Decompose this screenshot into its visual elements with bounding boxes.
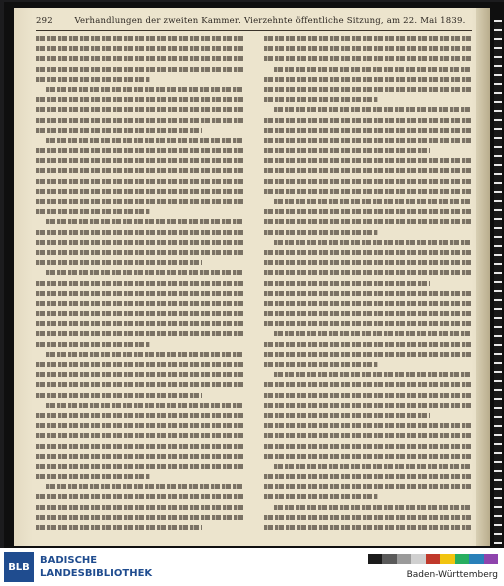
- text-line: [36, 250, 244, 255]
- text-column-left: [36, 36, 244, 536]
- text-line: [36, 209, 150, 214]
- text-line: [36, 56, 244, 61]
- text-line: [36, 393, 202, 398]
- text-column-right: [264, 36, 472, 536]
- text-line: [274, 107, 472, 112]
- text-line: [264, 77, 472, 82]
- text-line: [36, 168, 244, 173]
- text-line: [264, 46, 472, 51]
- text-line: [274, 372, 472, 377]
- text-line: [36, 230, 244, 235]
- text-line: [264, 87, 472, 92]
- library-name-line1: BADISCHE: [40, 555, 98, 566]
- text-line: [264, 484, 472, 489]
- text-line: [264, 138, 472, 143]
- scanned-page-frame: [4, 2, 504, 548]
- text-line: [264, 474, 472, 479]
- text-line: [274, 199, 472, 204]
- text-line: [36, 67, 244, 72]
- text-line: [36, 158, 244, 163]
- text-line: [264, 270, 472, 275]
- text-line: [264, 168, 472, 173]
- text-line: [264, 515, 472, 520]
- running-title: Verhandlungen der zweiten Kammer. Vierzehnte öffentliche Sitzung, am 22. Mai 1839.: [74, 16, 466, 26]
- text-line: [36, 515, 244, 520]
- text-line: [36, 372, 244, 377]
- text-line: [274, 331, 472, 336]
- text-line: [46, 270, 244, 275]
- library-logo-icon: BLB: [4, 552, 34, 582]
- text-line: [36, 179, 244, 184]
- text-line: [36, 107, 244, 112]
- text-line: [264, 413, 430, 418]
- text-line: [264, 118, 472, 123]
- book-spine-shadow: [476, 8, 490, 546]
- text-line: [36, 148, 244, 153]
- text-line: [36, 525, 202, 530]
- text-line: [264, 423, 472, 428]
- text-line: [46, 219, 244, 224]
- text-line: [36, 413, 244, 418]
- text-line: [36, 189, 244, 194]
- text-line: [36, 464, 244, 469]
- text-line: [264, 321, 472, 326]
- text-line: [36, 36, 244, 41]
- text-line: [36, 291, 244, 296]
- library-name: [40, 554, 152, 580]
- text-line: [264, 301, 472, 306]
- text-line: [46, 138, 244, 143]
- text-line: [264, 209, 472, 214]
- text-line: [36, 444, 244, 449]
- text-line: [36, 46, 244, 51]
- text-line: [264, 403, 472, 408]
- text-line: [36, 199, 244, 204]
- text-line: [36, 97, 244, 102]
- text-line: [264, 454, 472, 459]
- library-name-line2: LANDESBIBLIOTHEK: [40, 568, 153, 579]
- text-line: [274, 240, 472, 245]
- text-line: [36, 494, 244, 499]
- text-line: [36, 281, 244, 286]
- text-line: [264, 56, 472, 61]
- text-line: [46, 87, 244, 92]
- text-line: [36, 454, 244, 459]
- color-calibration-bar: [368, 554, 498, 564]
- text-line: [264, 158, 472, 163]
- text-line: [36, 433, 244, 438]
- text-line: [36, 321, 244, 326]
- page-number: 292: [36, 16, 53, 26]
- text-line: [264, 148, 430, 153]
- text-line: [36, 331, 244, 336]
- text-line: [264, 393, 472, 398]
- text-line: [264, 382, 472, 387]
- text-line: [264, 230, 378, 235]
- running-header: [36, 16, 472, 30]
- text-line: [46, 484, 244, 489]
- library-footer: [0, 548, 504, 586]
- text-line: [264, 352, 472, 357]
- text-line: [36, 128, 202, 133]
- text-line: [274, 505, 472, 510]
- text-line: [274, 67, 472, 72]
- text-line: [36, 342, 150, 347]
- text-line: [264, 291, 472, 296]
- text-line: [264, 260, 472, 265]
- text-line: [36, 382, 244, 387]
- text-line: [264, 311, 472, 316]
- text-line: [46, 403, 244, 408]
- text-line: [46, 352, 244, 357]
- text-line: [264, 281, 430, 286]
- scan-calibration-ruler: [494, 20, 502, 544]
- text-line: [36, 240, 244, 245]
- text-line: [264, 36, 472, 41]
- text-line: [36, 77, 150, 82]
- text-line: [36, 362, 244, 367]
- text-line: [264, 444, 472, 449]
- text-line: [264, 250, 472, 255]
- text-line: [264, 362, 378, 367]
- text-line: [264, 189, 472, 194]
- text-line: [36, 423, 244, 428]
- book-page: [14, 8, 490, 546]
- text-line: [264, 219, 472, 224]
- text-line: [36, 260, 202, 265]
- text-line: [36, 474, 150, 479]
- text-line: [264, 97, 378, 102]
- text-line: [36, 118, 244, 123]
- text-line: [264, 342, 472, 347]
- text-line: [36, 505, 244, 510]
- text-line: [36, 301, 244, 306]
- region-label: Baden-Württemberg: [406, 570, 498, 580]
- text-line: [264, 525, 472, 530]
- header-rule: [36, 30, 472, 31]
- text-line: [264, 179, 472, 184]
- text-line: [36, 311, 244, 316]
- text-line: [264, 494, 378, 499]
- text-line: [274, 464, 472, 469]
- text-line: [264, 433, 472, 438]
- text-line: [264, 128, 472, 133]
